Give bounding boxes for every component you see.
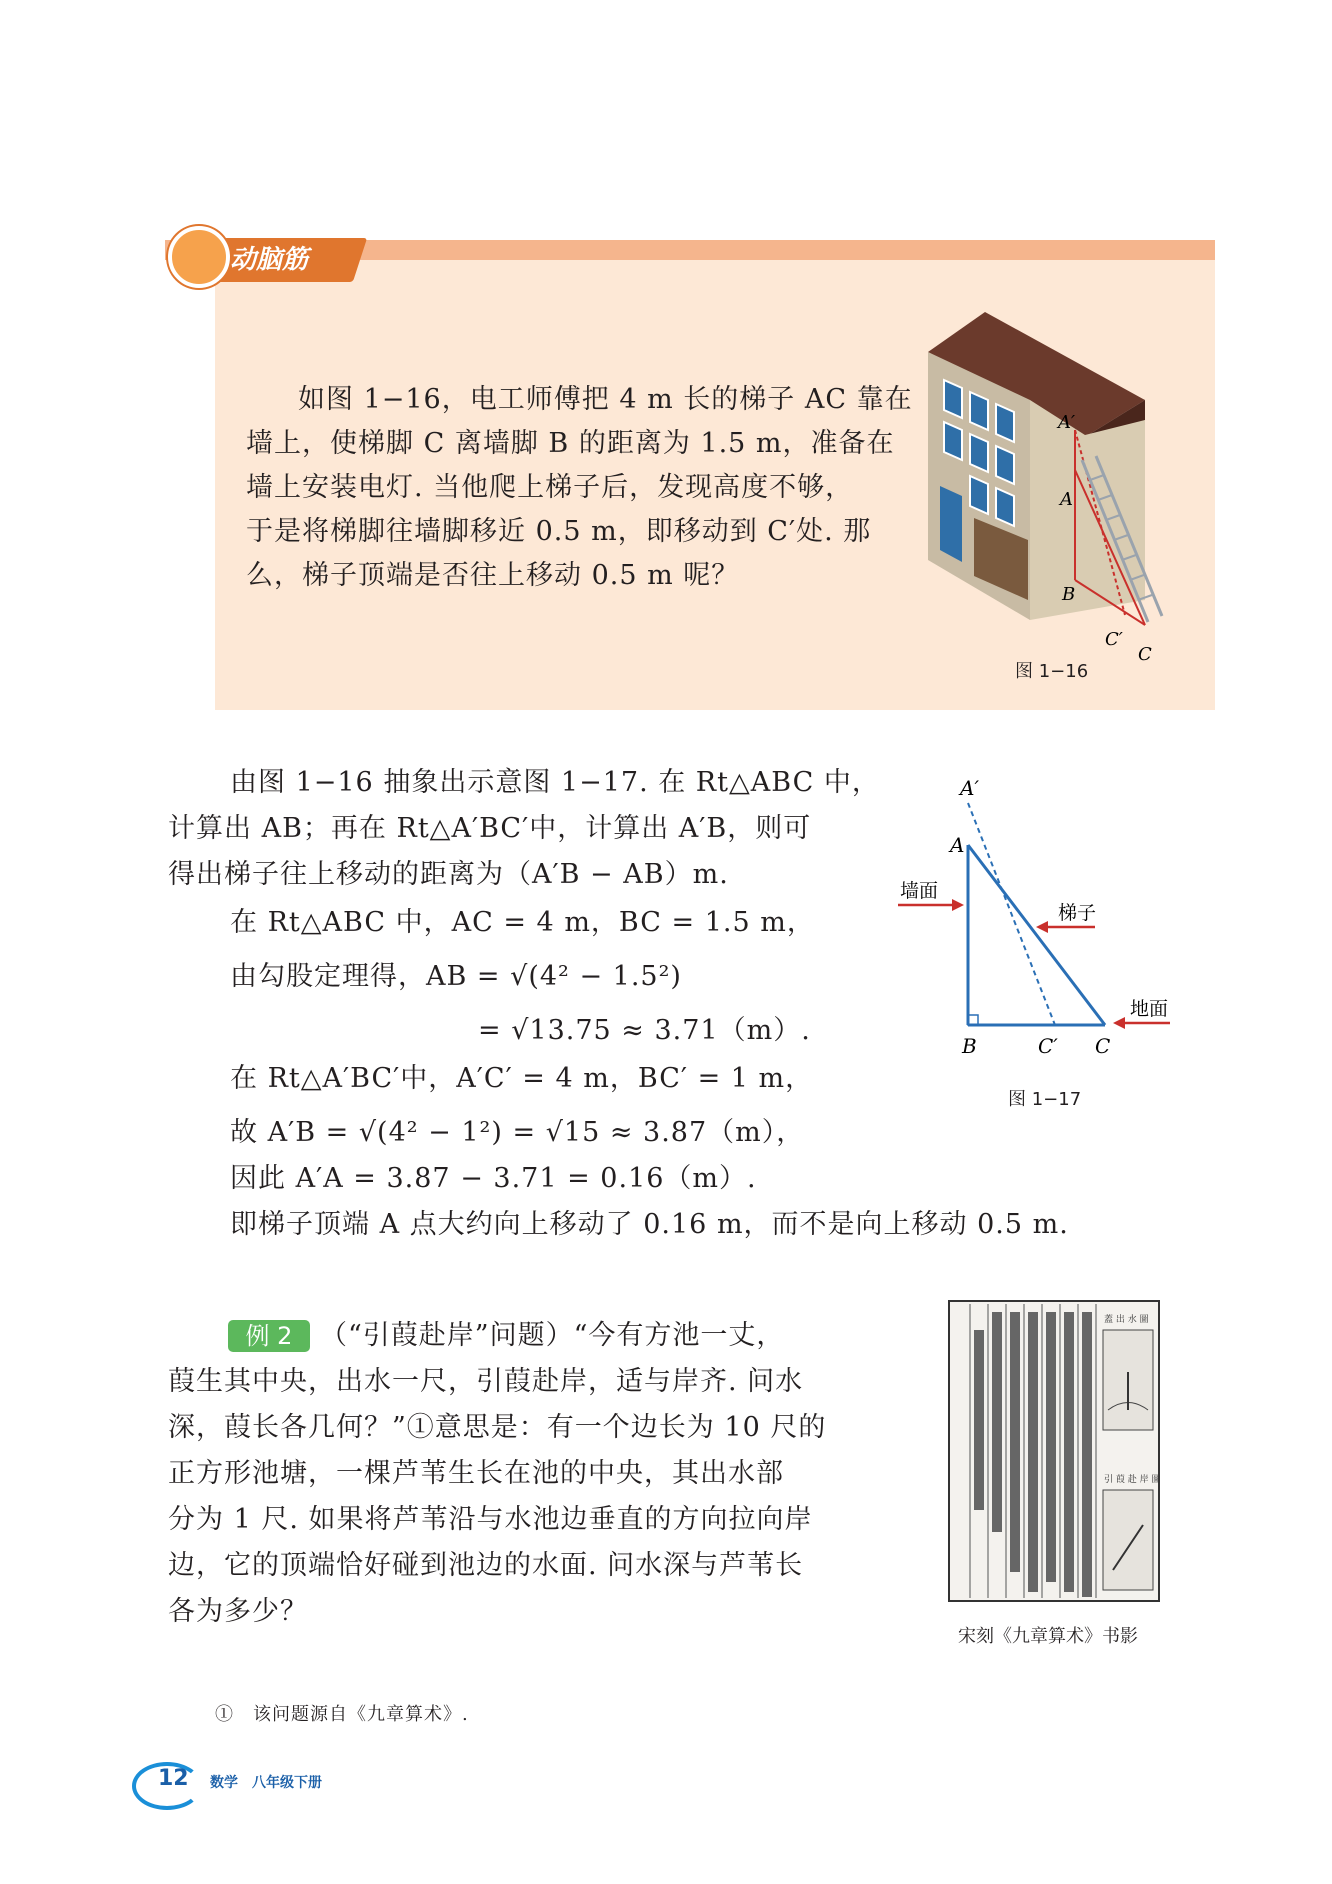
solution-line: = √13.75 ≈ 3.71（m）.: [478, 1015, 811, 1046]
book-header-2: 引 葭 赴 岸 圖: [1104, 1475, 1160, 1485]
brain-icon: [168, 226, 230, 288]
solution-line: 因此 A′A = 3.87 − 3.71 = 0.16（m）.: [230, 1163, 757, 1194]
book-title: 数学 八年级下册: [210, 1775, 322, 1791]
example-line: 正方形池塘，一棵芦苇生长在池的中央，其出水部: [168, 1458, 784, 1489]
solution-line: 在 Rt△A′BC′中，A′C′ = 4 m，BC′ = 1 m，: [230, 1063, 814, 1094]
example-line: （“引葭赴岸”问题）“今有方池一丈，: [320, 1320, 785, 1351]
label-c: C: [1138, 644, 1152, 665]
problem-line: 墙上，使梯脚 C 离墙脚 B 的距离为 1.5 m，准备在: [246, 428, 895, 459]
solution-line: 得出梯子往上移动的距离为（A′B − AB）m.: [168, 859, 729, 890]
label-a-prime: A′: [960, 776, 979, 800]
example-line: 各为多少？: [168, 1596, 308, 1627]
book-image-caption: 宋刻《九章算术》书影: [958, 1626, 1138, 1647]
solution-line: 计算出 AB；再在 Rt△A′BC′中，计算出 A′B，则可: [168, 813, 812, 844]
footnote: ① 该问题源自《九章算术》.: [215, 1704, 469, 1725]
ladder-schematic-diagram: [880, 775, 1200, 1065]
label-a: A: [1060, 489, 1073, 510]
example-line: 深，葭长各几何？”①意思是：有一个边长为 10 尺的: [168, 1412, 827, 1443]
problem-line: 于是将梯脚往墙脚移近 0.5 m，即移动到 C′处. 那: [246, 516, 872, 547]
example-line: 葭生其中央，出水一尺，引葭赴岸，适与岸齐. 问水: [168, 1366, 804, 1397]
figure-1-17-caption: 图 1−17: [1008, 1089, 1082, 1110]
label-c-prime: C′: [1105, 629, 1123, 650]
label-a: A: [950, 833, 965, 857]
label-ladder: 梯子: [1058, 902, 1097, 924]
solution-line: 故 A′B = √(4² − 1²) = √15 ≈ 3.87（m），: [230, 1117, 805, 1148]
label-b: B: [962, 1034, 977, 1058]
page-number: 12: [158, 1766, 189, 1791]
label-c-prime: C′: [1038, 1034, 1058, 1058]
label-wall: 墙面: [900, 880, 939, 902]
section-badge-label: 动脑筋: [230, 245, 309, 275]
solution-line: 由勾股定理得，AB = √(4² − 1.5²): [230, 961, 682, 992]
solution-line: 即梯子顶端 A 点大约向上移动了 0.16 m，而不是向上移动 0.5 m.: [230, 1209, 1069, 1240]
label-a-prime: A′: [1058, 412, 1076, 433]
figure-1-16-caption: 图 1−16: [1015, 661, 1089, 682]
example-line: 边，它的顶端恰好碰到池边的水面. 问水深与芦苇长: [168, 1550, 804, 1581]
example-badge: 例 2: [228, 1320, 310, 1352]
solution-line: 由图 1−16 抽象出示意图 1−17. 在 Rt△ABC 中，: [230, 767, 880, 798]
solution-line: 在 Rt△ABC 中，AC = 4 m，BC = 1.5 m，: [230, 907, 815, 938]
problem-line: 么，梯子顶端是否往上移动 0.5 m 呢？: [246, 560, 740, 591]
problem-line: 墙上安装电灯. 当他爬上梯子后，发现高度不够，: [246, 472, 854, 503]
example-line: 分为 1 尺. 如果将芦苇沿与水池边垂直的方向拉向岸: [168, 1504, 813, 1535]
book-header-1: 蓋 出 水 圖: [1104, 1315, 1149, 1325]
label-b: B: [1062, 584, 1076, 605]
label-c: C: [1095, 1034, 1111, 1058]
book-page-image: [948, 1300, 1160, 1602]
problem-line: 如图 1−16，电工师傅把 4 m 长的梯子 AC 靠在: [298, 384, 913, 415]
label-ground: 地面: [1130, 998, 1169, 1020]
building-ladder-illustration: [900, 300, 1180, 680]
